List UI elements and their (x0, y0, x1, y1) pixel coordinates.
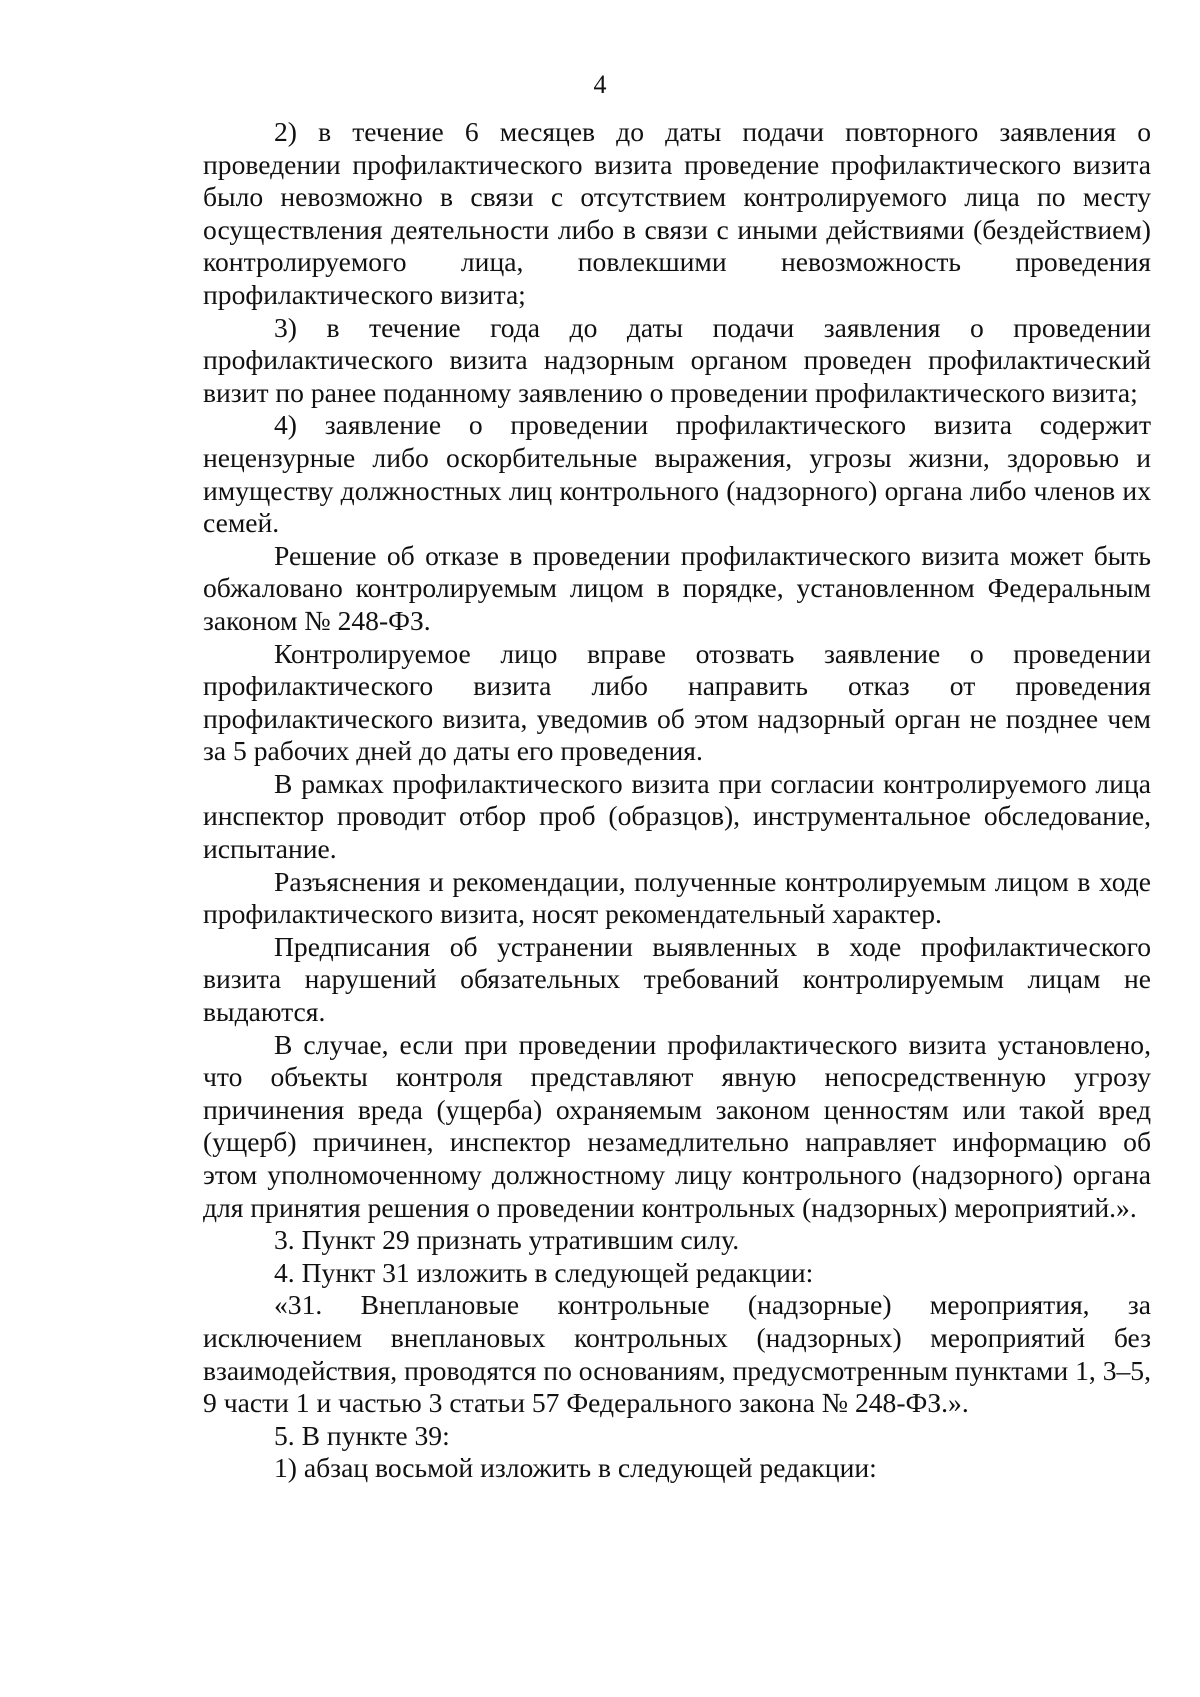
paragraph: В рамках профилактического визита при согласии контролируемого лица инспектор проводит отбор проб (образцов), инструментальное обследование, испытание. (203, 767, 1151, 865)
document-body (203, 116, 1151, 1485)
paragraph: 4) заявление о проведении профилактического визита содержит нецензурные либо оскорбительные выражения, угрозы жизни, здоровью и имуществу должностных лиц контрольного (надзорного) органа либо членов их семей. (203, 409, 1151, 539)
paragraph: 4. Пункт 31 изложить в следующей редакции: (274, 1256, 814, 1288)
paragraph: 1) абзац восьмой изложить в следующей редакции: (274, 1452, 877, 1484)
paragraph: Контролируемое лицо вправе отозвать заявление о проведении профилактического визита либо направить отказ от проведения профилактического визита, уведомив об этом надзорный орган не позднее чем за 5 рабочих дней до даты его проведения. (203, 637, 1151, 767)
paragraph: 2) в течение 6 месяцев до даты подачи повторного заявления о проведении профилактического визита проведение профилактического визита было невозможно в связи с отсутствием контролируемого лица по месту осуществления деятельности либо в связи с иными действиями (бездействием) контролируемого лица, повлекшими невозможность проведения профилактического визита; (203, 116, 1151, 310)
page-number: 4 (593, 70, 607, 99)
paragraph: «31. Внеплановые контрольные (надзорные) мероприятия, за исключением внеплановых контрольных (надзорных) мероприятий без взаимодействия, проводятся по основаниям, предусмотренным пунктами 1, 3–5, 9 части 1 и частью 3 статьи 57 Федерального закона № 248-ФЗ.». (203, 1289, 1151, 1419)
paragraph: 3. Пункт 29 признать утратившим силу. (274, 1224, 740, 1256)
paragraph: Разъяснения и рекомендации, полученные контролируемым лицом в ходе профилактического визита, носят рекомендательный характер. (203, 865, 1151, 930)
paragraph: Предписания об устранении выявленных в ходе профилактического визита нарушений обязательных требований контролируемым лицам не выдаются. (203, 930, 1151, 1028)
paragraph: 5. В пункте 39: (274, 1419, 450, 1451)
paragraph: В случае, если при проведении профилактического визита установлено, что объекты контроля представляют явную непосредственную угрозу причинения вреда (ущерба) охраняемым законом ценностям или такой вред (ущерб) причинен, инспектор незамедлительно направляет информацию об этом уполномоченному должностному лицу контрольного (надзорного) органа для принятия решения о проведении контрольных (надзорных) мероприятий.». (203, 1028, 1151, 1223)
paragraph: 3) в течение года до даты подачи заявления о проведении профилактического визита надзорным органом проведен профилактический визит по ранее поданному заявлению о проведении профилактического визита; (203, 311, 1151, 408)
paragraph: Решение об отказе в проведении профилактического визита может быть обжаловано контролируемым лицом в порядке, установленном Федеральным законом № 248-ФЗ. (203, 539, 1151, 636)
